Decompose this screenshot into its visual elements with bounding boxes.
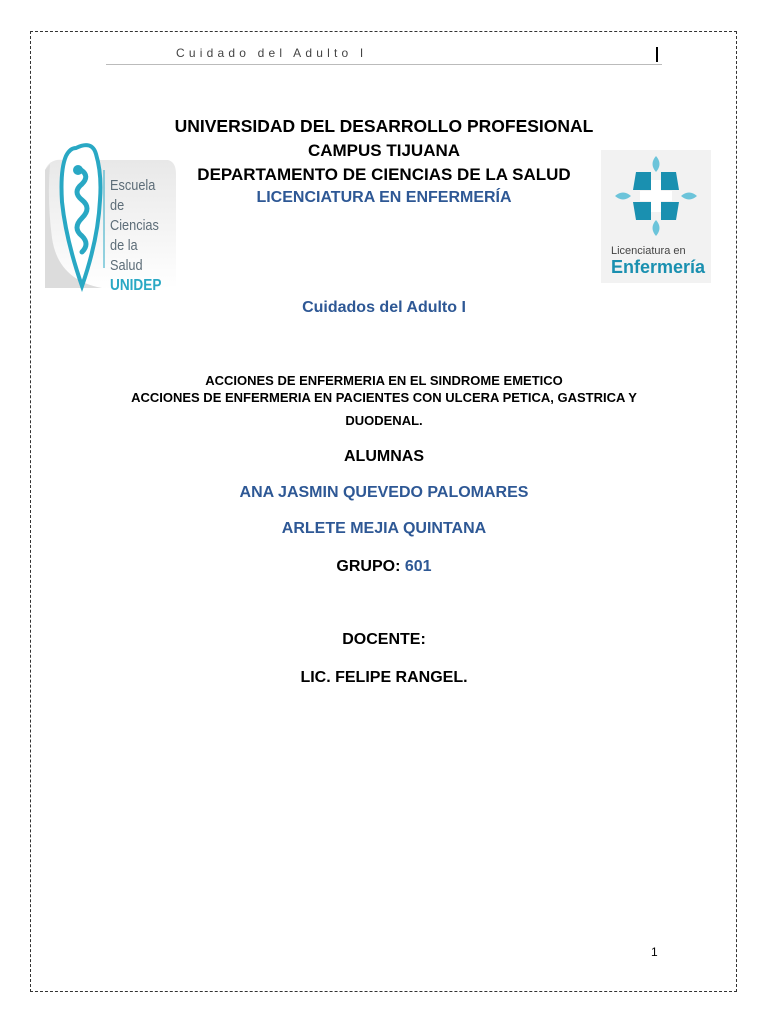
department-name: DEPARTAMENTO DE CIENCIAS DE LA SALUD: [197, 165, 571, 184]
course-title: Cuidados del Adulto I: [302, 299, 466, 316]
topic-line: ACCIONES DE ENFERMERIA EN EL SINDROME EMETICO: [205, 373, 563, 388]
program-name: LICENCIATURA EN ENFERMERÍA: [256, 189, 512, 206]
logo-line: de Ciencias: [110, 197, 159, 234]
teacher-name: LIC. FELIPE RANGEL.: [300, 669, 468, 686]
logo-line: UNIDEP: [110, 277, 162, 294]
group-value: 601: [404, 558, 432, 575]
students-label: ALUMNAS: [344, 448, 424, 465]
university-name: UNIVERSIDAD DEL DESARROLLO PROFESIONAL: [174, 116, 594, 136]
group-label: GRUPO:: [336, 558, 401, 575]
logo-line: de la Salud: [110, 237, 143, 274]
page-number: 1: [651, 945, 658, 959]
campus-name: CAMPUS TIJUANA: [307, 141, 461, 160]
escuela-ciencias-salud-logo: [42, 140, 178, 292]
logo-title: Enfermería: [611, 257, 706, 277]
topic-line: DUODENAL.: [345, 413, 423, 428]
running-header: Cuidado del Adulto I: [176, 46, 368, 60]
group-line: [0, 558, 768, 576]
logo-line: Escuela: [110, 177, 156, 194]
header-rule: [106, 64, 662, 65]
student-name: ANA JASMIN QUEVEDO PALOMARES: [239, 484, 529, 501]
student-name: ARLETE MEJIA QUINTANA: [281, 520, 487, 537]
logo-subtitle: Licenciatura en: [611, 245, 686, 257]
text-cursor: [656, 47, 658, 62]
teacher-label: DOCENTE:: [342, 631, 426, 648]
topic-line: ACCIONES DE ENFERMERIA EN PACIENTES CON ULCERA PETICA, GASTRICA Y: [131, 390, 637, 405]
